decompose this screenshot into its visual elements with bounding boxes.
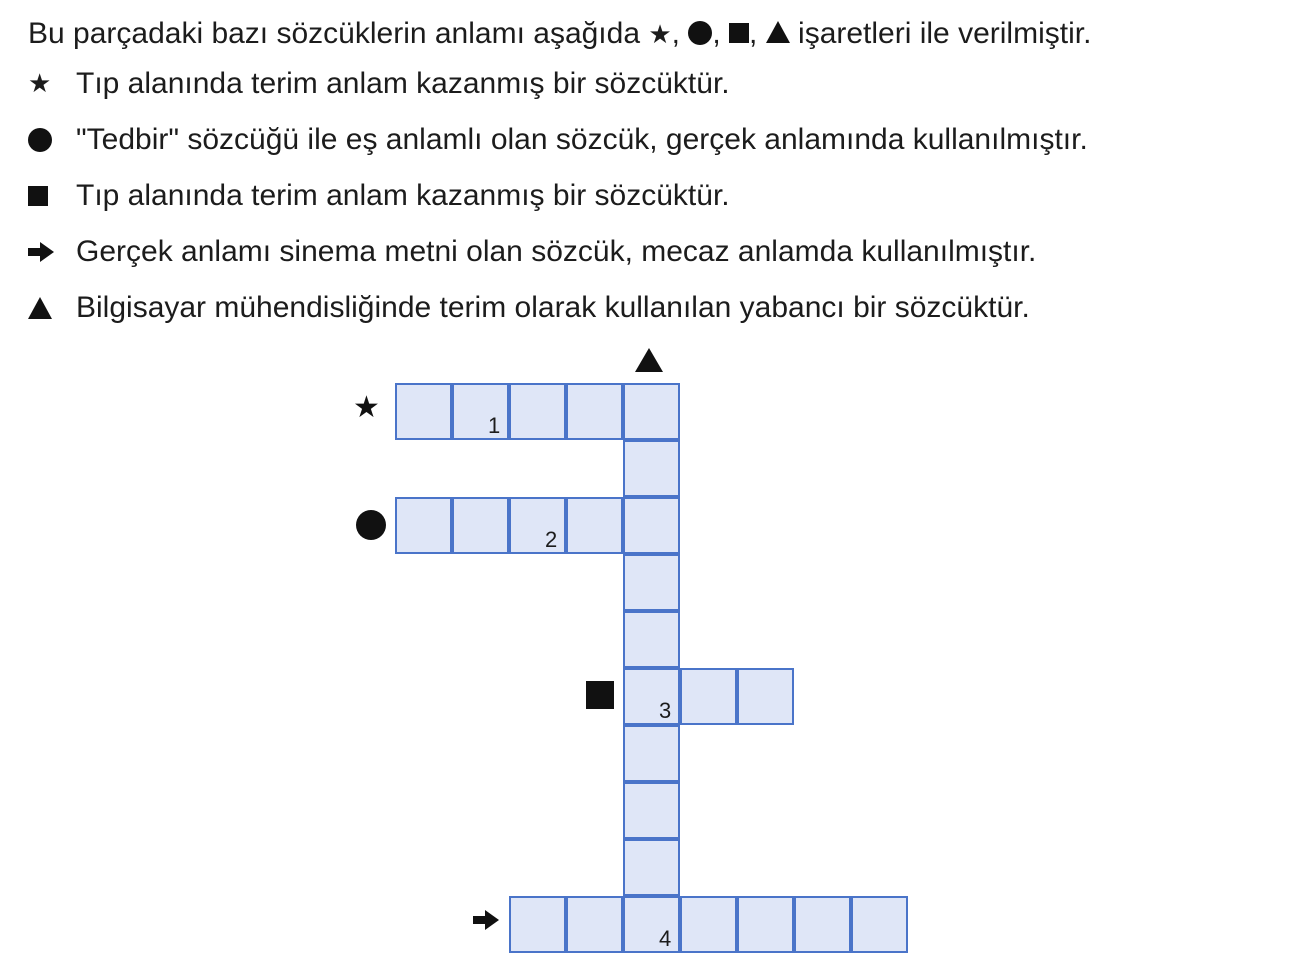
crossword-cell[interactable] — [737, 896, 794, 953]
crossword-cell[interactable] — [452, 383, 509, 440]
clue-triangle — [28, 288, 1030, 328]
clue-text: Tıp alanında terim anlam kazanmış bir sözcüktür. — [76, 179, 730, 212]
clue-text: Bilgisayar mühendisliğinde terim olarak kullanılan yabancı bir sözcüktür. — [76, 291, 1030, 324]
star-icon: ★ — [648, 20, 672, 50]
square-icon — [28, 186, 76, 206]
crossword-cell[interactable] — [623, 554, 680, 611]
crossword-cell[interactable] — [794, 896, 851, 953]
crossword-cell[interactable] — [680, 668, 737, 725]
star-icon: ★ — [353, 390, 380, 425]
triangle-icon — [766, 21, 790, 43]
square-icon — [729, 23, 749, 43]
clue-square — [28, 176, 730, 216]
cell-number: 4 — [659, 926, 672, 951]
crossword-cell[interactable] — [623, 668, 680, 725]
crossword-cell[interactable] — [623, 725, 680, 782]
cell-number: 2 — [545, 527, 558, 552]
crossword-cell[interactable] — [623, 383, 680, 440]
clue-star — [28, 64, 730, 104]
crossword-cell[interactable] — [395, 497, 452, 554]
triangle-icon — [635, 348, 663, 372]
crossword-cell[interactable] — [737, 668, 794, 725]
intro-sentence — [28, 14, 1091, 55]
clue-text: "Tedbir" sözcüğü ile eş anlamlı olan sözcük, gerçek anlamında kullanılmıştır. — [76, 123, 1088, 156]
intro-sep: , — [671, 17, 689, 50]
arrow-icon — [473, 910, 499, 935]
crossword-cell[interactable] — [623, 497, 680, 554]
intro-suffix: işaretleri ile verilmiştir. — [789, 17, 1092, 50]
clue-circle — [28, 120, 1088, 160]
crossword-cell[interactable] — [623, 611, 680, 668]
triangle-icon — [28, 297, 76, 319]
intro-sep: , — [749, 17, 766, 50]
square-icon — [586, 681, 614, 709]
arrow-icon — [28, 242, 76, 262]
clue-arrow — [28, 232, 1036, 272]
crossword-cell[interactable] — [509, 896, 566, 953]
clue-text: Tıp alanında terim anlam kazanmış bir sözcüktür. — [76, 67, 730, 100]
crossword-cell[interactable] — [566, 497, 623, 554]
cell-number: 3 — [659, 698, 672, 723]
clue-text: Gerçek anlamı sinema metni olan sözcük, mecaz anlamda kullanılmıştır. — [76, 235, 1037, 268]
star-icon: ★ — [28, 69, 52, 99]
crossword-cell[interactable] — [851, 896, 908, 953]
crossword-cell[interactable] — [623, 896, 680, 953]
intro-sep: , — [712, 17, 730, 50]
circle-icon — [356, 510, 386, 540]
circle-icon — [28, 128, 76, 152]
crossword-cell[interactable] — [566, 896, 623, 953]
crossword-cell[interactable] — [452, 497, 509, 554]
intro-prefix: Bu parçadaki bazı sözcüklerin anlamı aşağıda — [28, 17, 649, 50]
circle-icon — [688, 21, 712, 45]
cell-number: 1 — [488, 413, 501, 438]
crossword-cell[interactable] — [623, 440, 680, 497]
crossword-cell[interactable] — [509, 383, 566, 440]
crossword-cell[interactable] — [680, 896, 737, 953]
crossword-cell[interactable] — [623, 839, 680, 896]
crossword-cell[interactable] — [509, 497, 566, 554]
crossword-cell[interactable] — [623, 782, 680, 839]
crossword-cell[interactable] — [395, 383, 452, 440]
crossword-cell[interactable] — [566, 383, 623, 440]
